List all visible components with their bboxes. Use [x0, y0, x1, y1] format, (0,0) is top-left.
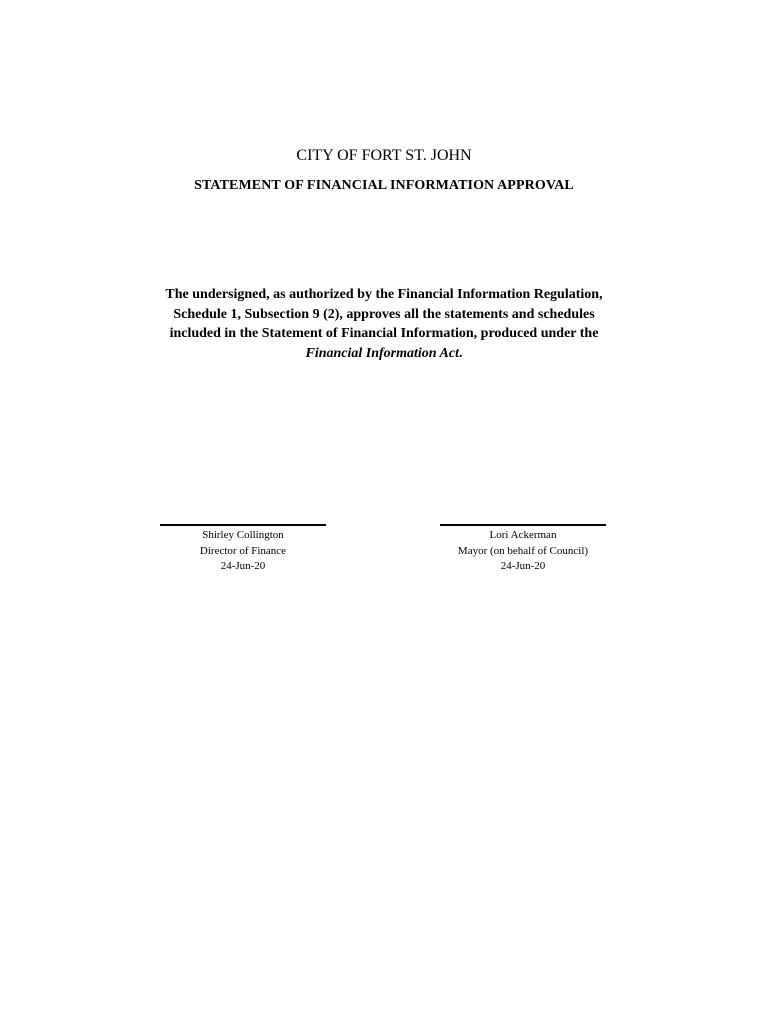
document-subtitle: STATEMENT OF FINANCIAL INFORMATION APPROVAL: [194, 178, 574, 193]
signature-line: [160, 524, 326, 526]
approval-statement: [164, 285, 604, 363]
signature-block-mayor: [440, 524, 606, 575]
signature-line: [440, 524, 606, 526]
signatory-role: Director of Finance: [199, 544, 287, 557]
signatory-name: Lori Ackerman: [489, 529, 557, 541]
approval-statement-end: .: [459, 345, 463, 361]
signature-date: 24-Jun-20: [500, 560, 546, 572]
signatory-name: Shirley Collington: [202, 529, 284, 541]
signature-date: 24-Jun-20: [220, 560, 266, 572]
document-title: CITY OF FORT ST. JOHN: [296, 147, 472, 164]
act-name: Financial Information Act: [305, 345, 459, 361]
approval-statement-text: The undersigned, as authorized by the Financial Information Regulation, Schedule 1, Subsection 9 (2), approves all the statements and schedules included in the Statement of Financial Information, produced under the: [165, 287, 603, 341]
signatory-role: Mayor (on behalf of Council): [457, 544, 589, 557]
signature-block-finance: [160, 524, 326, 575]
